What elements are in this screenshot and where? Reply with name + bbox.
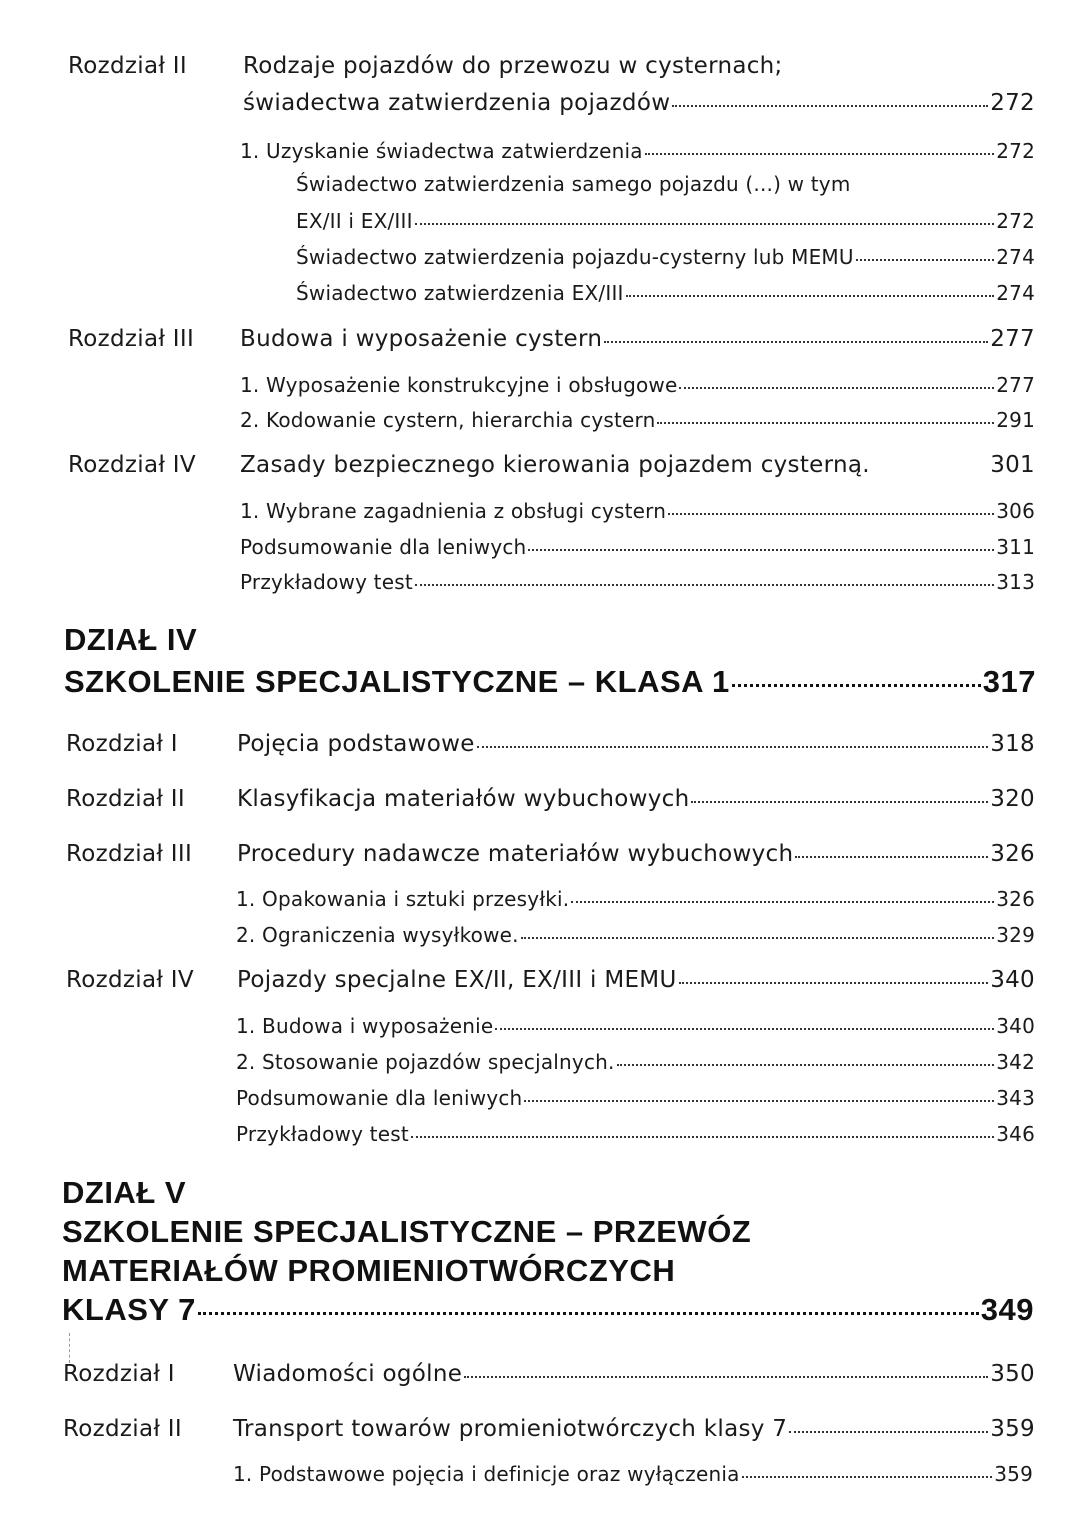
dot-leader	[672, 105, 988, 107]
page-number: 272	[996, 139, 1035, 163]
dot-leader	[626, 295, 995, 297]
subsection-title: 1. Wyposażenie konstrukcyjne i obsługowe	[240, 373, 678, 397]
dot-leader	[571, 901, 994, 903]
toc-subsection-entry[interactable]	[240, 139, 1035, 163]
dot-leader	[679, 387, 994, 389]
chapter-title: Wiadomości ogólne	[233, 1361, 463, 1387]
page-number: 311	[996, 535, 1035, 559]
dot-leader	[789, 1431, 988, 1433]
page-number: 326	[990, 841, 1035, 867]
dot-leader	[795, 856, 988, 858]
dot-leader	[198, 1312, 979, 1315]
subsection-title: 2. Ograniczenia wysyłkowe.	[236, 923, 519, 947]
dot-leader	[732, 684, 981, 687]
toc-chapter-entry[interactable]	[63, 1416, 1035, 1442]
subsection-title: 1. Budowa i wyposażenie	[236, 1014, 494, 1038]
part-title: KLASY 7	[62, 1292, 196, 1327]
toc-subsection-entry[interactable]	[296, 281, 1035, 305]
toc-subsection-entry-continued[interactable]	[296, 209, 1035, 233]
dot-leader	[856, 259, 994, 261]
toc-subsection-entry[interactable]	[236, 887, 1035, 911]
page-number: 343	[996, 1086, 1035, 1110]
chapter-title: Rodzaje pojazdów do przewozu w cysternach;	[243, 53, 783, 79]
page-number: 277	[996, 373, 1035, 397]
part-title-line: MATERIAŁÓW PROMIENIOTWÓRCZYCH	[62, 1253, 676, 1288]
dot-leader	[521, 937, 995, 939]
toc-subsection-entry[interactable]	[296, 245, 1035, 269]
dot-leader	[668, 513, 994, 515]
toc-chapter-entry[interactable]	[66, 967, 1035, 993]
chapter-label: Rozdział II	[66, 786, 185, 812]
page-number: 274	[996, 281, 1035, 305]
scan-margin-mark	[69, 1333, 71, 1363]
chapter-title: Transport towarów promieniotwórczych klasy 7	[233, 1416, 788, 1442]
toc-chapter-entry[interactable]	[66, 841, 1035, 867]
subsection-title: EX/II i EX/III	[296, 209, 413, 233]
part-heading: DZIAŁ IV	[64, 622, 198, 657]
subsection-title: Świadectwo zatwierdzenia pojazdu-cysterny lub MEMU	[296, 245, 854, 269]
chapter-title: Klasyfikacja materiałów wybuchowych	[237, 786, 690, 812]
page-number: 272	[996, 209, 1035, 233]
dot-leader	[495, 1028, 994, 1030]
subsection-title: Przykładowy test	[236, 1122, 409, 1146]
subsection-title: 1. Podstawowe pojęcia i definicje oraz wyłączenia	[233, 1462, 740, 1486]
subsection-title: 2. Stosowanie pojazdów specjalnych.	[236, 1050, 615, 1074]
toc-subsection-entry[interactable]	[240, 408, 1035, 432]
subsection-title: 1. Opakowania i sztuki przesyłki.	[236, 887, 570, 911]
dot-leader	[524, 1100, 994, 1102]
subsection-title: Podsumowanie dla leniwych	[236, 1086, 523, 1110]
page-number: 301	[990, 452, 1035, 478]
chapter-label: Rozdział III	[66, 841, 193, 867]
chapter-title: świadectwa zatwierdzenia pojazdów	[243, 90, 671, 116]
toc-subsection-entry[interactable]	[236, 1050, 1035, 1074]
dot-leader	[411, 1136, 994, 1138]
toc-subsection-entry[interactable]	[240, 535, 1035, 559]
toc-subsection-entry[interactable]	[236, 1086, 1035, 1110]
dot-leader	[464, 1376, 988, 1378]
part-heading: DZIAŁ V	[62, 1175, 187, 1210]
chapter-title: Pojęcia podstawowe	[237, 731, 475, 757]
part-title-line: SZKOLENIE SPECJALISTYCZNE – PRZEWÓZ	[62, 1214, 752, 1249]
dot-leader	[657, 422, 994, 424]
page-number: 340	[996, 1014, 1035, 1038]
page-number: 350	[990, 1361, 1035, 1387]
page-number: 274	[996, 245, 1035, 269]
page-number: 317	[982, 664, 1036, 699]
dot-leader	[617, 1064, 995, 1066]
page-number: 359	[990, 1416, 1035, 1442]
chapter-title: Procedury nadawcze materiałów wybuchowych	[237, 841, 794, 867]
chapter-label: Rozdział I	[66, 731, 178, 757]
toc-subsection-entry[interactable]	[240, 570, 1035, 594]
dot-leader	[679, 982, 989, 984]
page-number: 277	[990, 326, 1035, 352]
page-number: 320	[990, 786, 1035, 812]
chapter-label: Rozdział I	[63, 1361, 175, 1387]
toc-chapter-entry[interactable]	[66, 786, 1035, 812]
dot-leader	[691, 801, 988, 803]
dot-leader	[645, 153, 995, 155]
chapter-label: Rozdział IV	[66, 967, 194, 993]
page-number: 318	[990, 731, 1035, 757]
chapter-label: Rozdział II	[63, 1416, 182, 1442]
toc-chapter-entry[interactable]	[68, 452, 1035, 478]
subsection-title: Podsumowanie dla leniwych	[240, 535, 527, 559]
dot-leader	[415, 223, 995, 225]
toc-subsection-entry[interactable]	[236, 923, 1035, 947]
toc-subsection-entry[interactable]	[236, 1014, 1035, 1038]
part-title-entry[interactable]	[62, 1292, 1034, 1328]
page-number: 340	[990, 967, 1035, 993]
dot-leader	[415, 584, 994, 586]
toc-chapter-entry[interactable]	[66, 731, 1035, 757]
subsection-title: Świadectwo zatwierdzenia EX/III	[296, 281, 624, 305]
page-number: 326	[996, 887, 1035, 911]
chapter-title: Budowa i wyposażenie cystern	[240, 326, 603, 352]
dot-leader	[528, 549, 994, 551]
chapter-label: Rozdział IV	[68, 452, 196, 478]
chapter-title: Zasady bezpiecznego kierowania pojazdem cysterną.	[240, 452, 870, 478]
subsection-title: 2. Kodowanie cystern, hierarchia cystern	[240, 408, 656, 432]
subsection-title: 1. Wybrane zagadnienia z obsługi cystern	[240, 499, 667, 523]
dot-leader	[477, 746, 988, 748]
page-number: 329	[996, 923, 1035, 947]
part-title: SZKOLENIE SPECJALISTYCZNE – KLASA 1	[64, 664, 730, 699]
chapter-title: Pojazdy specjalne EX/II, EX/III i MEMU	[237, 967, 677, 993]
page-number: 349	[980, 1292, 1034, 1327]
toc-chapter-entry-continued[interactable]	[243, 90, 1035, 116]
toc-subsection-entry[interactable]	[233, 1462, 1033, 1486]
dot-leader	[742, 1476, 993, 1478]
page-number: 272	[990, 90, 1035, 116]
toc-chapter-entry[interactable]	[68, 53, 1040, 79]
part-title-entry[interactable]	[64, 664, 1036, 700]
chapter-label: Rozdział II	[68, 53, 187, 79]
toc-subsection-entry[interactable]	[236, 1122, 1035, 1146]
page-number: 291	[996, 408, 1035, 432]
toc-subsection-entry[interactable]	[296, 172, 1035, 196]
dot-leader	[604, 341, 988, 343]
subsection-title: 1. Uzyskanie świadectwa zatwierdzenia	[240, 139, 643, 163]
page-number: 346	[996, 1122, 1035, 1146]
chapter-label: Rozdział III	[68, 326, 195, 352]
toc-subsection-entry[interactable]	[240, 373, 1035, 397]
subsection-title: Przykładowy test	[240, 570, 413, 594]
subsection-title: Świadectwo zatwierdzenia samego pojazdu (...) w tym	[296, 172, 851, 196]
page-number: 359	[994, 1462, 1033, 1486]
toc-chapter-entry[interactable]	[63, 1361, 1035, 1387]
page-number: 342	[996, 1050, 1035, 1074]
page-number: 306	[996, 499, 1035, 523]
toc-chapter-entry[interactable]	[68, 326, 1035, 352]
toc-subsection-entry[interactable]	[240, 499, 1035, 523]
page-number: 313	[996, 570, 1035, 594]
